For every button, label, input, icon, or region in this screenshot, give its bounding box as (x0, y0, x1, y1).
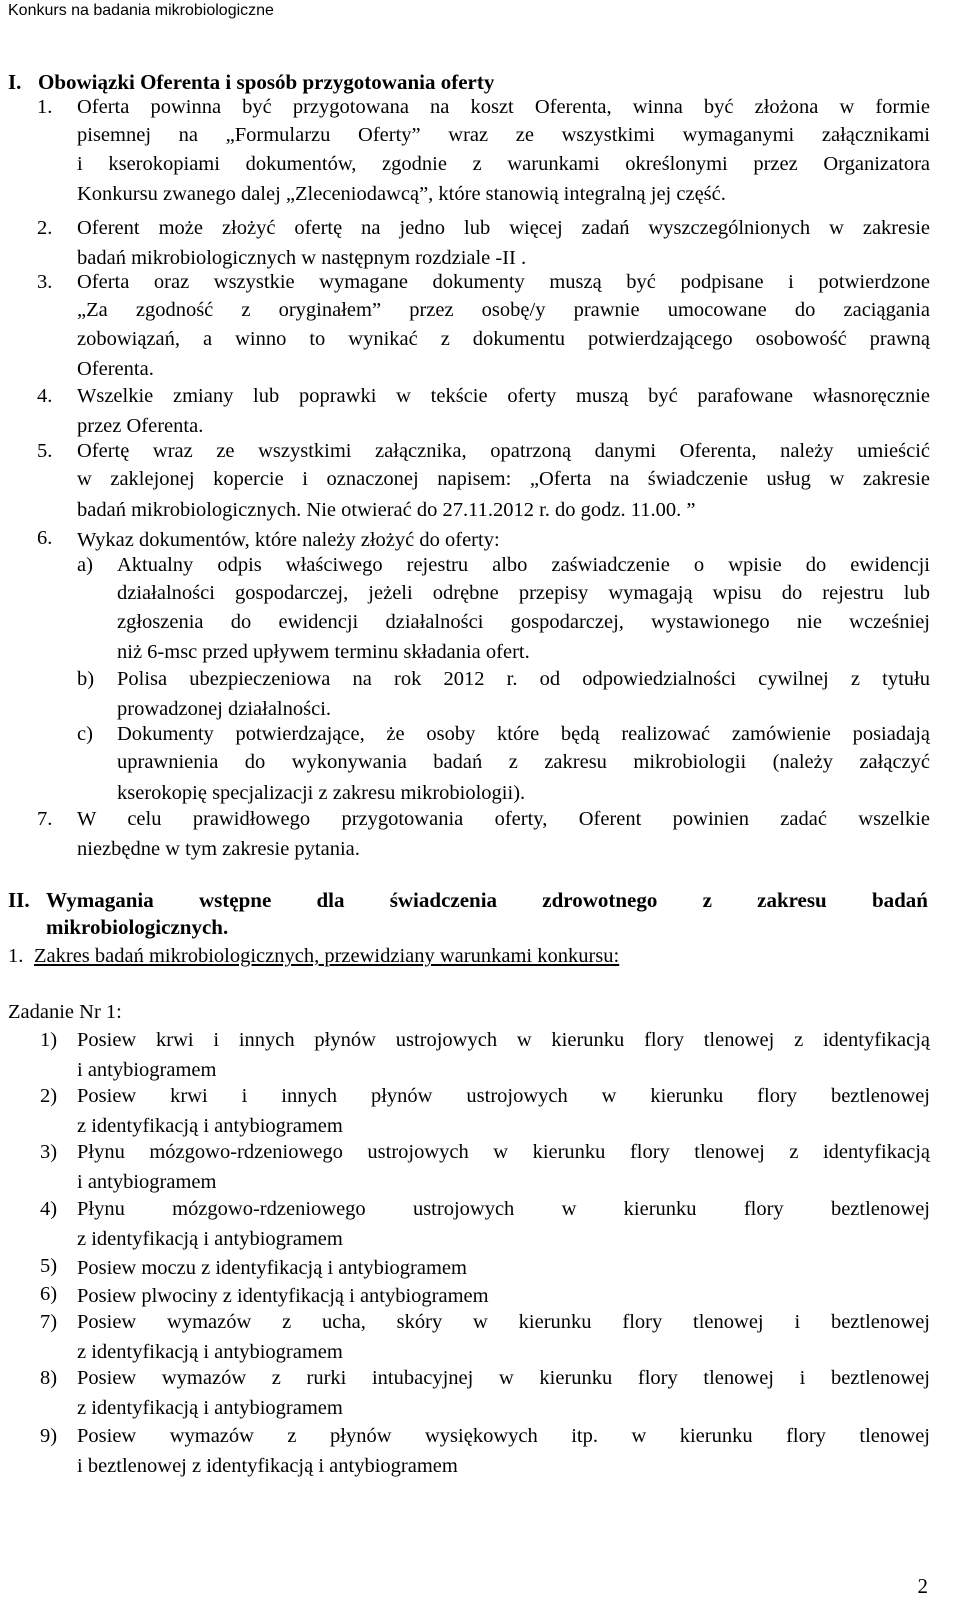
document-header: Konkurs na badania mikrobiologiczne (8, 2, 274, 19)
section-2-title-line1: Wymagania wstępne dla świadczenia zdrowotnego z zakresu badań (46, 888, 928, 912)
section-1-item-line: przez Oferenta. (77, 415, 204, 438)
section-1-item-line: Oferent może złożyć ofertę na jedno lub więcej zadań wyszczególnionych w zakresie (77, 217, 930, 239)
task-item-line: z identyfikacją i antybiogramem (77, 1228, 343, 1251)
task-item-line: z identyfikacją i antybiogramem (77, 1115, 343, 1138)
section-1-title: Obowiązki Oferenta i sposób przygotowania oferty (38, 70, 495, 94)
section-1-item-line: Ofertę wraz ze wszystkimi załącznika, opatrzoną danymi Oferenta, należy umieścić (77, 440, 930, 462)
section-1-item-line: badań mikrobiologicznych w następnym rozdziale -II . (77, 247, 527, 270)
section-2-title-line2: mikrobiologicznych. (46, 915, 229, 939)
task-item-number: 2) (40, 1085, 58, 1107)
task-item-line: Posiew plwociny z identyfikacją i antybiogramem (77, 1285, 489, 1307)
section-1-item-number: 7. (37, 808, 53, 830)
task-item-line: i antybiogramem (77, 1059, 217, 1082)
section-1-item-line: niezbędne w tym zakresie pytania. (77, 838, 360, 861)
task-item-line: Posiew krwi i innych płynów ustrojowych w kierunku flory beztlenowej (77, 1085, 930, 1107)
section-1-item-number: c) (77, 723, 93, 745)
subsection-1-number: 1. (8, 945, 24, 967)
section-1-item-line: Konkursu zwanego dalej „Zleceniodawcą”, które stanowią integralną jej część. (77, 182, 726, 205)
section-1-item-number: 6. (37, 527, 53, 549)
task-item-number: 5) (40, 1255, 58, 1277)
task-item-line: Posiew wymazów z płynów wysiękowych itp. w kierunku flory tlenowej (77, 1425, 930, 1447)
section-1-item-number: b) (77, 668, 95, 690)
section-1-item-line: Dokumenty potwierdzające, że osoby które będą realizować zamówienie posiadają (117, 723, 930, 745)
section-1-item-line: i kserokopiami dokumentów, zgodnie z warunkami określonymi przez Organizatora (77, 152, 930, 175)
section-1-item-line: W celu prawidłowego przygotowania oferty, Oferent powinien zadać wszelkie (77, 808, 930, 830)
section-1-item-line: uprawnienia do wykonywania badań z zakresu mikrobiologii (należy załączyć (117, 751, 930, 774)
task-label: Zadanie Nr 1: (8, 1001, 122, 1023)
task-item-number: 9) (40, 1425, 58, 1447)
section-1-heading (8, 70, 494, 95)
section-1-number: I. (8, 70, 22, 94)
section-1-item-line: „Za zgodność z oryginałem” przez osobę/y prawnie umocowane do zaciągania (77, 299, 930, 322)
section-1-item-line: zgłoszenia do ewidencji działalności gospodarczej, wystawionego nie wcześniej (117, 610, 930, 633)
section-1-item-number: a) (77, 554, 93, 576)
section-1-item-line: kserokopię specjalizacji z zakresu mikrobiologii). (117, 781, 526, 804)
section-1-item-number: 1. (37, 96, 53, 118)
section-1-item-line: Oferenta. (77, 357, 154, 380)
section-1-item-number: 5. (37, 440, 53, 462)
section-1-item-line: pisemnej na „Formularzu Oferty” wraz ze wszystkimi wymaganymi załącznikami (77, 124, 930, 147)
section-1-item-number: 3. (37, 271, 53, 293)
section-1-item-line: działalności gospodarczej, jeżeli odrębne przepisy wymagają wpisu do rejestru lub (117, 582, 930, 605)
section-1-item-number: 4. (37, 385, 53, 407)
task-item-line: Płynu mózgowo-rdzeniowego ustrojowych w kierunku flory beztlenowej (77, 1198, 930, 1220)
section-2-number: II. (8, 888, 30, 912)
section-1-item-number: 2. (37, 217, 53, 239)
section-1-item-line: niż 6-msc przed upływem terminu składania ofert. (117, 640, 530, 663)
task-item-number: 8) (40, 1367, 58, 1389)
task-item-number: 1) (40, 1029, 58, 1051)
task-item-line: Posiew krwi i innych płynów ustrojowych w kierunku flory tlenowej z identyfikacją (77, 1029, 930, 1051)
task-item-line: Posiew wymazów z rurki intubacyjnej w kierunku flory tlenowej i beztlenowej (77, 1367, 930, 1389)
task-item-number: 4) (40, 1198, 58, 1220)
section-1-item-line: Oferta oraz wszystkie wymagane dokumenty muszą być podpisane i potwierdzone (77, 271, 930, 293)
subsection-1 (8, 943, 620, 969)
task-item-line: Posiew moczu z identyfikacją i antybiogramem (77, 1257, 467, 1279)
task-item-line: i antybiogramem (77, 1171, 217, 1194)
section-1-item-line: Polisa ubezpieczeniowa na rok 2012 r. od odpowiedzialności cywilnej z tytułu (117, 668, 930, 690)
task-item-number: 6) (40, 1283, 58, 1305)
section-1-item-line: badań mikrobiologicznych. Nie otwierać do 27.11.2012 r. do godz. 11.00. ” (77, 498, 696, 521)
section-1-item-line: Oferta powinna być przygotowana na koszt Oferenta, winna być złożona w formie (77, 96, 930, 118)
task-item-number: 3) (40, 1141, 58, 1163)
task-item-number: 7) (40, 1311, 58, 1333)
page-number: 2 (917, 1574, 928, 1598)
section-1-item-line: Wykaz dokumentów, które należy złożyć do oferty: (77, 529, 500, 551)
section-1-item-line: prowadzonej działalności. (117, 698, 332, 721)
section-2-heading (8, 888, 928, 940)
section-1-item-line: w zaklejonej kopercie i oznaczonej napisem: „Oferta na świadczenie usług w zakresie (77, 468, 930, 491)
task-item-line: Płynu mózgowo-rdzeniowego ustrojowych w kierunku flory tlenowej z identyfikacją (77, 1141, 930, 1163)
section-1-item-line: Wszelkie zmiany lub poprawki w tekście oferty muszą być parafowane własnoręcznie (77, 385, 930, 407)
task-item-line: i beztlenowej z identyfikacją i antybiogramem (77, 1455, 458, 1478)
task-item-line: z identyfikacją i antybiogramem (77, 1341, 343, 1364)
subsection-1-title: Zakres badań mikrobiologicznych, przewidziany warunkami konkursu: (34, 945, 620, 967)
section-1-item-line: zobowiązań, a winno to wynikać z dokumentu potwierdzającego osobowość prawną (77, 327, 930, 350)
task-item-line: Posiew wymazów z ucha, skóry w kierunku flory tlenowej i beztlenowej (77, 1311, 930, 1333)
section-1-item-line: Aktualny odpis właściwego rejestru albo zaświadczenie o wpisie do ewidencji (117, 554, 930, 576)
task-item-line: z identyfikacją i antybiogramem (77, 1397, 343, 1420)
